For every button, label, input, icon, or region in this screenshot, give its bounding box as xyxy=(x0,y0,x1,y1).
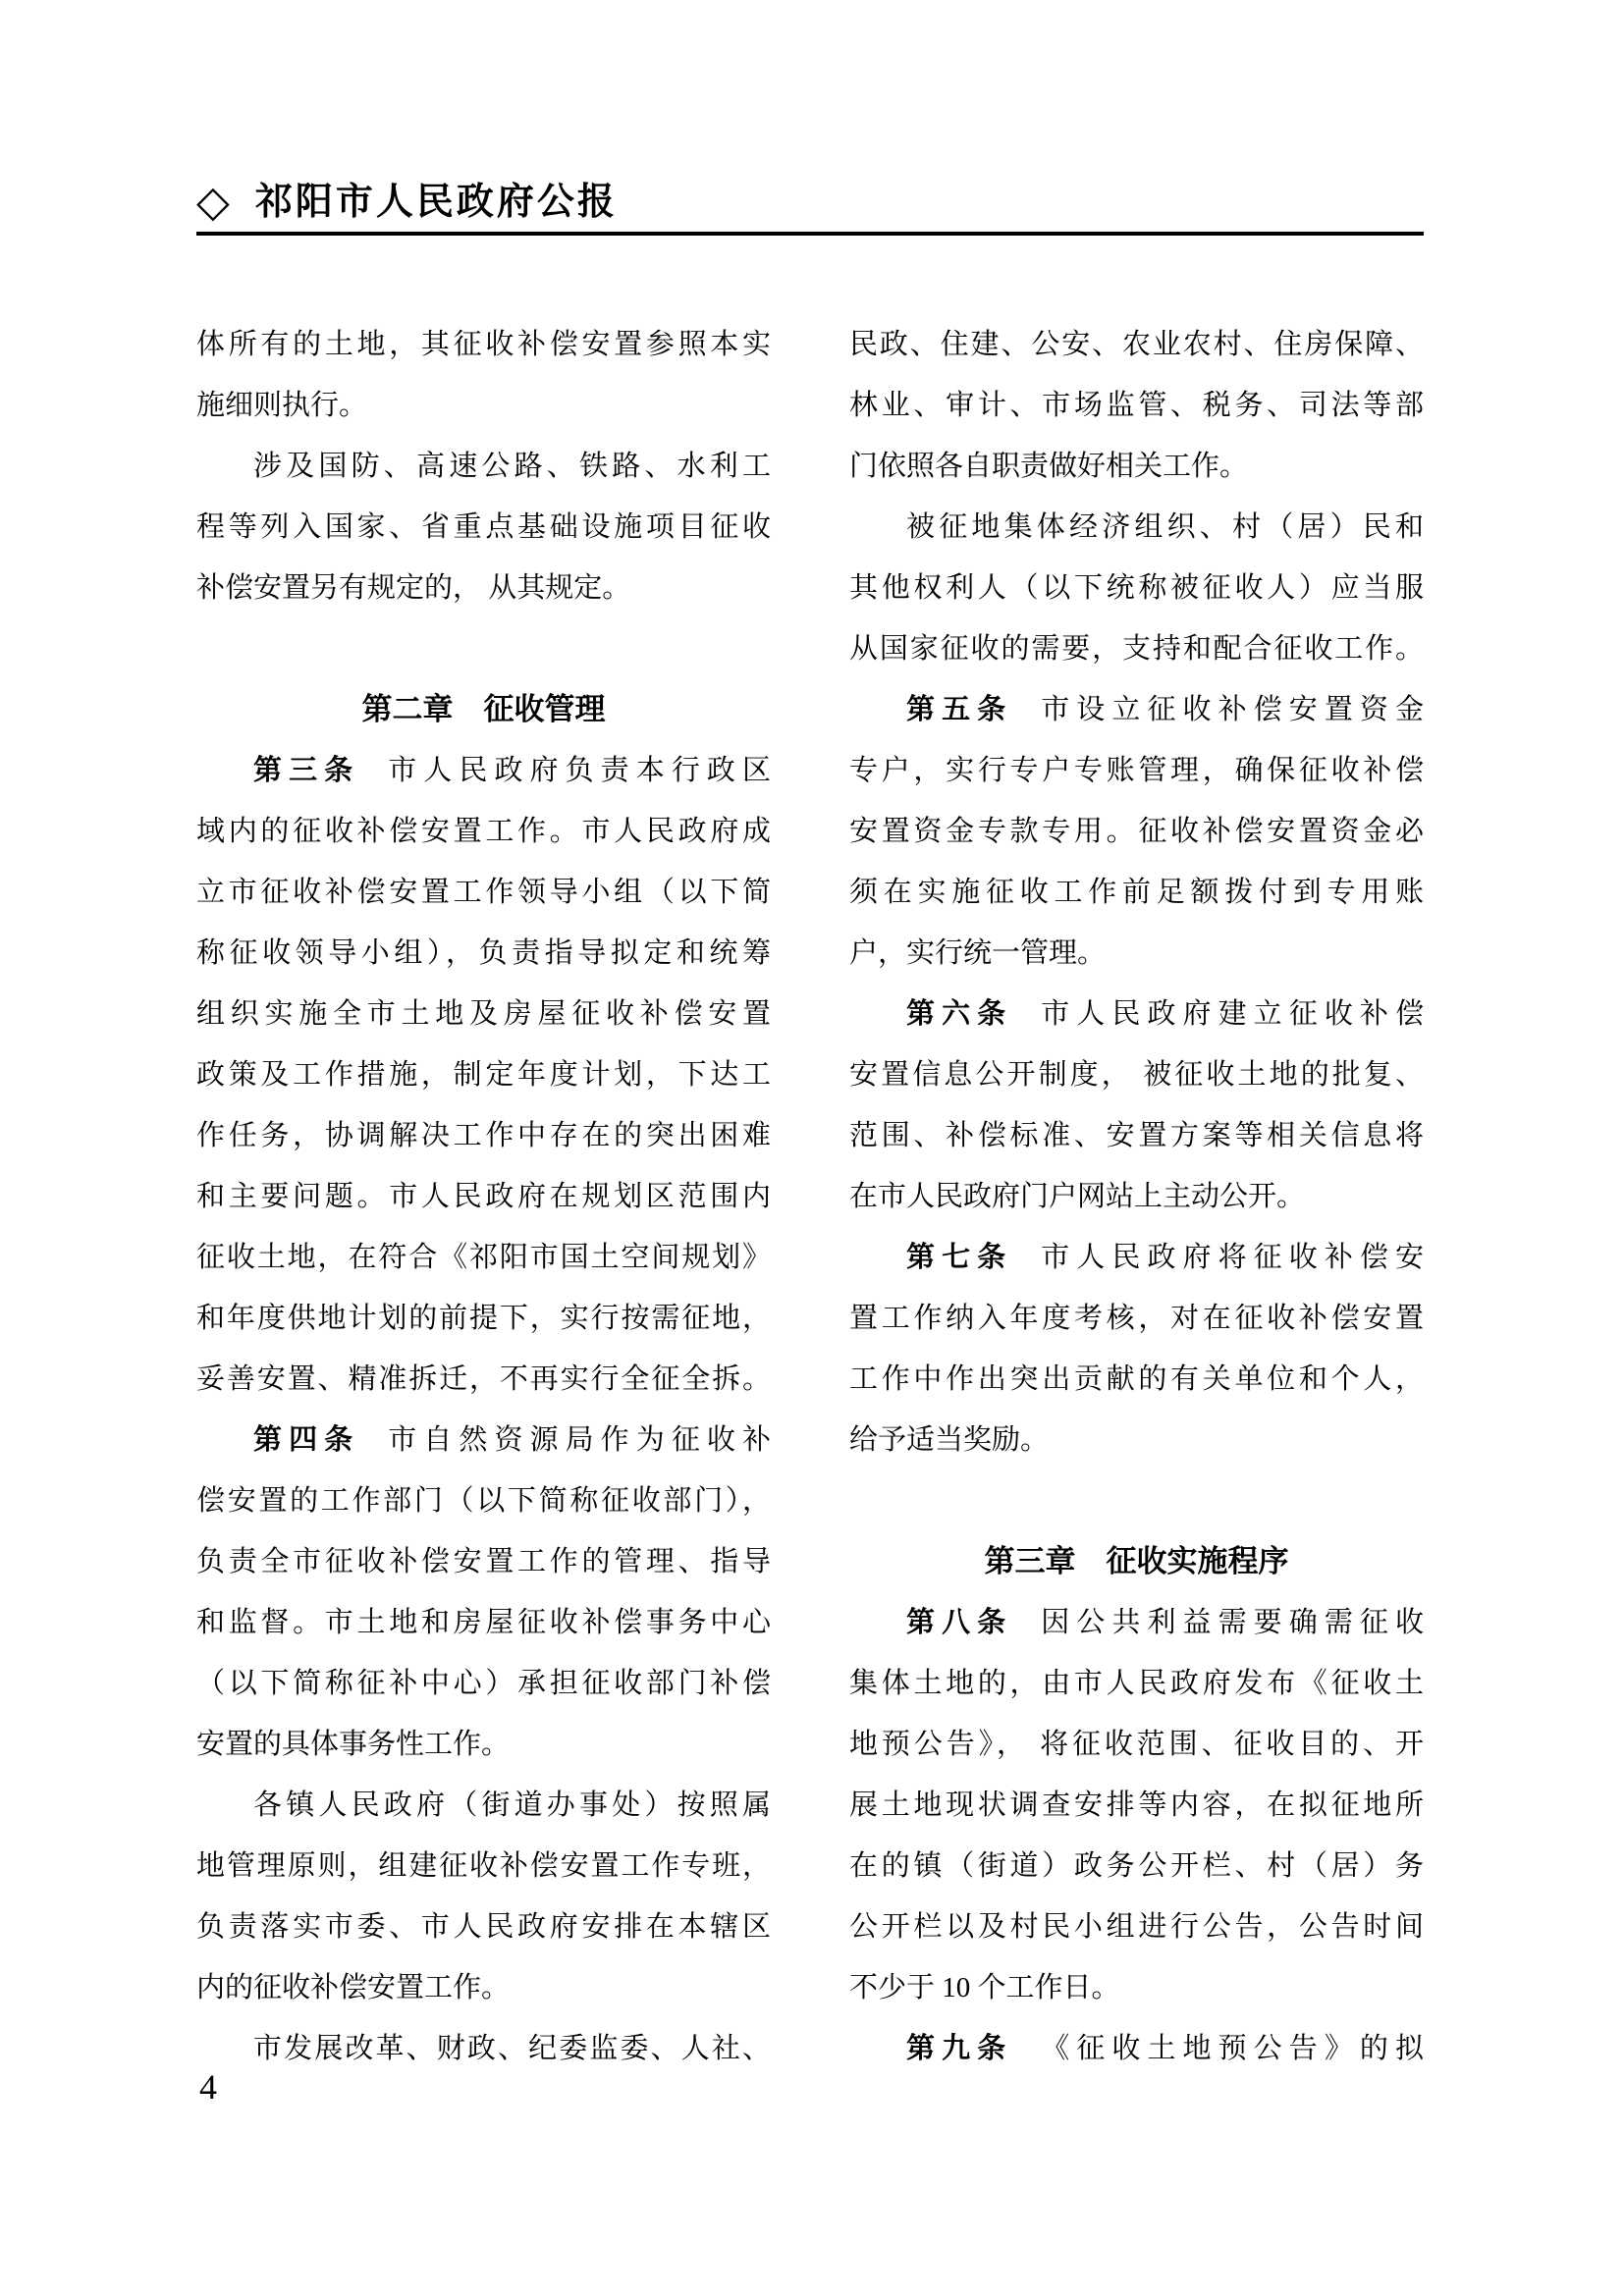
text-line: 妥善安置、精准拆迁，不再实行全征全拆。 xyxy=(196,1363,771,1395)
text-line: 偿安置的工作部门（以下简称征收部门）， xyxy=(196,1485,771,1517)
text-line: 组织实施全市土地及房屋征收补偿安置 xyxy=(196,998,771,1030)
text-line: 安置资金专款专用。征收补偿安置资金必 xyxy=(849,816,1424,847)
text-line: 第八条 因公共利益需要确需征收 xyxy=(906,1607,1424,1638)
text-line: 政策及工作措施，制定年度计划，下达工 xyxy=(196,1059,771,1091)
text-line: 门依照各自职责做好相关工作。 xyxy=(849,451,1249,482)
text-line: 负责落实市委、市人民政府安排在本辖区 xyxy=(196,1911,771,1943)
text-line: 在市人民政府门户网站上主动公开。 xyxy=(849,1181,1306,1212)
text-line: 范围、补偿标准、安置方案等相关信息将 xyxy=(849,1120,1424,1151)
text-line: 称征收领导小组），负责指导拟定和统筹 xyxy=(196,937,771,969)
text-line: 体所有的土地，其征收补偿安置参照本实 xyxy=(196,329,771,360)
text-line: 工作中作出突出贡献的有关单位和个人， xyxy=(849,1363,1424,1395)
text-line: 和监督。市土地和房屋征收补偿事务中心 xyxy=(196,1607,771,1638)
text-line: 公开栏以及村民小组进行公告，公告时间 xyxy=(849,1911,1424,1943)
article-number: 第六条 xyxy=(906,998,1013,1030)
text-line: 涉及国防、高速公路、铁路、水利工 xyxy=(253,451,771,482)
text-line: 域内的征收补偿安置工作。市人民政府成 xyxy=(196,816,771,847)
text-line: 施细则执行。 xyxy=(196,390,368,421)
text-line: 置工作纳入年度考核，对在征收补偿安置 xyxy=(849,1303,1424,1334)
text-line: 安置信息公开制度， 被征收土地的批复、 xyxy=(849,1059,1424,1091)
article-number: 第四条 xyxy=(253,1424,360,1456)
diamond-icon: ◇ xyxy=(196,178,230,226)
blank-line xyxy=(849,1470,1424,1531)
page-number: 4 xyxy=(199,2067,217,2107)
text-line: 市发展改革、财政、纪委监委、人社、 xyxy=(253,2033,771,2064)
text-line: 第七条 市人民政府将征收补偿安 xyxy=(906,1242,1424,1273)
chapter-heading: 第三章 征收实施程序 xyxy=(984,1544,1289,1578)
gazette-title: 祁阳市人民政府公报 xyxy=(254,182,618,223)
text-line: 林业、审计、市场监管、税务、司法等部 xyxy=(849,390,1424,421)
text-line: 负责全市征收补偿安置工作的管理、指导 xyxy=(196,1546,771,1577)
text-line: 被征地集体经济组织、村（居）民和 xyxy=(906,511,1424,543)
page-header xyxy=(196,177,618,228)
text-line: （以下简称征补中心）承担征收部门补偿 xyxy=(196,1668,771,1699)
text-line: 集体土地的，由市人民政府发布《征收土 xyxy=(849,1668,1424,1699)
article-number: 第五条 xyxy=(906,694,1013,725)
text-line: 和主要问题。市人民政府在规划区范围内 xyxy=(196,1181,771,1212)
chapter-heading: 第二章 征收管理 xyxy=(361,692,606,726)
text-line: 在的镇（街道）政务公开栏、村（居）务 xyxy=(849,1850,1424,1882)
text-line: 户，实行统一管理。 xyxy=(849,937,1107,969)
left-column xyxy=(196,314,771,2079)
text-line: 须在实施征收工作前足额拨付到专用账 xyxy=(849,877,1424,908)
text-line: 展土地现状调查安排等内容，在拟征地所 xyxy=(849,1789,1424,1821)
article-number: 第三条 xyxy=(253,755,360,786)
text-line: 第三条 市人民政府负责本行政区 xyxy=(253,755,771,786)
text-line: 专户，实行专户专账管理，确保征收补偿 xyxy=(849,755,1424,786)
text-line: 补偿安置另有规定的， 从其规定。 xyxy=(196,572,631,604)
text-line: 其他权利人（以下统称被征收人）应当服 xyxy=(849,572,1424,604)
text-line: 内的征收补偿安置工作。 xyxy=(196,1972,511,2003)
text-line: 地预公告》， 将征收范围、征收目的、开 xyxy=(849,1729,1424,1760)
text-line: 民政、住建、公安、农业农村、住房保障、 xyxy=(849,329,1424,360)
text-line: 第五条 市设立征收补偿安置资金 xyxy=(906,694,1424,725)
article-number: 第九条 xyxy=(906,2033,1013,2064)
text-line: 各镇人民政府（街道办事处）按照属 xyxy=(253,1789,771,1821)
article-number: 第八条 xyxy=(906,1607,1013,1638)
text-line: 给予适当奖励。 xyxy=(849,1424,1050,1456)
text-line: 从国家征收的需要，支持和配合征收工作。 xyxy=(849,633,1424,665)
text-line: 作任务，协调解决工作中存在的突出困难 xyxy=(196,1120,771,1151)
text-line: 和年度供地计划的前提下，实行按需征地， xyxy=(196,1303,771,1334)
header-rule xyxy=(196,232,1424,236)
text-line: 不少于 10 个工作日。 xyxy=(849,1972,1120,2003)
right-column xyxy=(849,314,1424,2079)
text-line: 立市征收补偿安置工作领导小组（以下简 xyxy=(196,877,771,908)
text-line: 第四条 市自然资源局作为征收补 xyxy=(253,1424,771,1456)
content-columns xyxy=(196,314,1424,2079)
article-number: 第七条 xyxy=(906,1242,1013,1273)
text-line: 地管理原则，组建征收补偿安置工作专班， xyxy=(196,1850,771,1882)
text-line: 安置的具体事务性工作。 xyxy=(196,1729,511,1760)
blank-line xyxy=(196,618,771,679)
text-line: 征收土地，在符合《祁阳市国土空间规划》 xyxy=(196,1242,771,1273)
text-line: 第九条 《征收土地预公告》的拟 xyxy=(906,2033,1424,2064)
text-line: 第六条 市人民政府建立征收补偿 xyxy=(906,998,1424,1030)
text-line: 程等列入国家、省重点基础设施项目征收 xyxy=(196,511,771,543)
